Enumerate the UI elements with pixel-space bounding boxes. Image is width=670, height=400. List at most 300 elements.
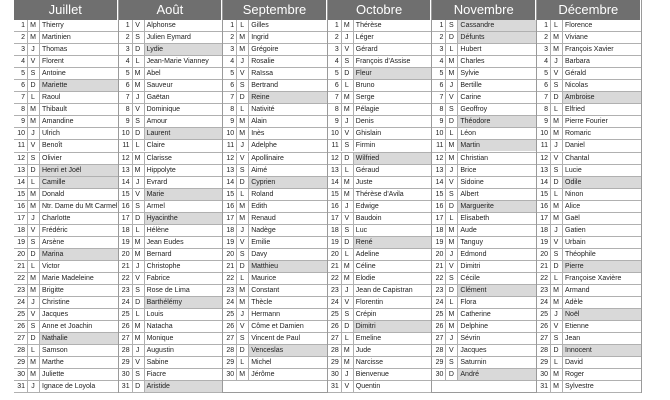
day-number-cell	[223, 333, 237, 344]
saint-name: Fabrice	[144, 273, 223, 284]
day-row	[119, 369, 223, 381]
day-row	[223, 249, 327, 261]
day-row	[537, 273, 641, 285]
saint-name: Hubert	[457, 44, 536, 55]
saint-name: Quentin	[353, 381, 432, 392]
weekday-letter: D	[448, 34, 454, 42]
day-number: 3	[21, 46, 25, 54]
weekday-letter: S	[553, 82, 559, 90]
saint-name: Victor	[39, 261, 118, 272]
saint-name: Elodie	[353, 273, 432, 284]
day-row	[14, 165, 118, 177]
day-row	[537, 213, 641, 225]
weekday-letter: J	[135, 262, 140, 270]
day-row	[119, 165, 223, 177]
day-number: 21	[331, 262, 339, 270]
day-number-cell	[328, 297, 342, 308]
day-number-cell	[537, 92, 551, 103]
day-row	[223, 369, 327, 381]
day-number: 27	[331, 335, 339, 343]
day-number-cell	[14, 381, 28, 392]
day-row	[432, 345, 536, 357]
day-number: 14	[121, 178, 130, 186]
day-row	[432, 225, 536, 237]
day-number: 13	[540, 166, 548, 174]
day-number: 25	[226, 311, 235, 319]
day-number: 15	[540, 190, 548, 198]
saint-name: Marie	[144, 189, 223, 200]
day-row	[119, 357, 223, 369]
day-number-cell	[537, 68, 551, 79]
day-number: 14	[17, 178, 25, 186]
day-number-cell	[14, 369, 28, 380]
day-number-cell	[119, 321, 133, 332]
saint-name: Serge	[353, 92, 432, 103]
day-number: 23	[435, 287, 444, 295]
saint-name: Amour	[144, 116, 223, 127]
day-row	[119, 333, 223, 345]
day-row	[328, 140, 432, 152]
day-row	[328, 357, 432, 369]
saint-name: Ntr. Dame du Mt Carmel	[39, 201, 118, 212]
saint-name: Thérèse d'Avila	[353, 189, 432, 200]
day-row	[432, 177, 536, 189]
day-number: 27	[226, 335, 235, 343]
day-number-cell	[223, 213, 237, 224]
saint-name: Donald	[39, 189, 118, 200]
day-row	[14, 128, 118, 140]
day-number-cell	[14, 44, 28, 55]
weekday-letter: M	[134, 335, 141, 343]
day-number-cell	[432, 140, 446, 151]
day-number-cell	[223, 189, 237, 200]
saint-name: Côme et Damien	[248, 321, 327, 332]
day-number-cell	[432, 357, 446, 368]
day-row	[14, 177, 118, 189]
day-number-cell	[328, 357, 342, 368]
day-number-cell	[432, 297, 446, 308]
saint-name: Daniel	[562, 140, 641, 151]
day-row	[223, 44, 327, 56]
day-number: 5	[125, 70, 130, 78]
weekday-letter: M	[553, 299, 559, 307]
saint-name: Sabine	[144, 357, 223, 368]
weekday-letter: D	[135, 214, 141, 222]
day-number-cell	[223, 249, 237, 260]
saint-name: Thècle	[248, 297, 327, 308]
day-row	[328, 237, 432, 249]
saint-name: Matthieu	[248, 261, 327, 272]
day-list	[14, 20, 118, 393]
day-number: 16	[226, 202, 235, 210]
day-number-cell	[223, 32, 237, 43]
day-number: 27	[435, 335, 444, 343]
saint-name: Défunts	[457, 32, 536, 43]
day-number: 9	[125, 118, 130, 126]
day-number: 14	[540, 178, 548, 186]
weekday-letter: S	[449, 22, 454, 29]
saint-name: Marie Madeleine	[39, 273, 118, 284]
saint-name: François Xavier	[562, 44, 641, 55]
day-number: 31	[17, 383, 25, 391]
day-number-cell	[432, 201, 446, 212]
day-number: 28	[17, 347, 25, 355]
day-number-cell	[14, 140, 28, 151]
weekday-letter: M	[343, 178, 350, 186]
day-row	[328, 285, 432, 297]
day-row	[328, 116, 432, 128]
saint-name: Denis	[353, 116, 432, 127]
day-row	[328, 153, 432, 165]
saint-name: Chantal	[562, 153, 641, 164]
weekday-letter: J	[240, 226, 244, 234]
weekday-letter: V	[344, 130, 350, 138]
day-number: 9	[230, 118, 235, 126]
weekday-letter: S	[449, 106, 454, 114]
day-row	[328, 128, 432, 140]
weekday-letter: M	[448, 142, 455, 150]
day-row	[119, 213, 223, 225]
saint-name: Nicolas	[562, 80, 641, 91]
day-number: 6	[125, 82, 130, 90]
weekday-letter: V	[553, 70, 559, 78]
saint-name: Frédéric	[39, 225, 118, 236]
weekday-letter: V	[344, 383, 350, 391]
day-row	[432, 285, 536, 297]
day-row	[432, 80, 536, 92]
weekday-letter: S	[449, 274, 454, 282]
weekday-letter: M	[448, 226, 455, 234]
saint-name: Apollinaire	[248, 153, 327, 164]
day-number-cell	[223, 80, 237, 91]
saint-name: Monique	[144, 333, 223, 344]
day-number: 17	[331, 214, 339, 222]
day-number: 22	[226, 274, 235, 282]
day-row	[119, 56, 223, 68]
day-number-cell	[14, 177, 28, 188]
day-number-cell	[14, 32, 28, 43]
saint-name: Benoît	[39, 140, 118, 151]
saint-name: Antoine	[39, 68, 118, 79]
weekday-letter: M	[553, 130, 559, 138]
day-number: 15	[226, 190, 235, 198]
weekday-letter: M	[343, 22, 350, 29]
day-number: 8	[230, 106, 235, 114]
saint-name: Romaric	[562, 128, 641, 139]
weekday-letter: D	[239, 178, 245, 186]
weekday-letter: L	[135, 226, 140, 234]
day-number: 7	[230, 94, 235, 102]
day-row	[14, 381, 118, 393]
saint-name: Henri et Joël	[39, 165, 118, 176]
day-row	[119, 381, 223, 393]
weekday-letter: V	[135, 106, 140, 114]
weekday-letter: M	[448, 70, 455, 78]
day-number: 25	[540, 311, 548, 319]
day-number: 4	[544, 58, 548, 66]
day-number-cell	[223, 165, 237, 176]
day-row	[537, 309, 641, 321]
weekday-letter: M	[30, 371, 36, 379]
day-number: 3	[544, 46, 548, 54]
day-row	[223, 165, 327, 177]
saint-name: Venceslas	[248, 345, 327, 356]
day-number: 4	[21, 58, 25, 66]
day-number: 22	[121, 274, 130, 282]
day-number: 24	[226, 299, 235, 307]
day-row	[537, 285, 641, 297]
saint-name: Sévrin	[457, 333, 536, 344]
day-number: 12	[540, 154, 548, 162]
saint-name: Hippolyte	[144, 165, 223, 176]
day-number: 25	[121, 311, 130, 319]
day-number: 4	[334, 58, 339, 66]
day-number-cell	[14, 20, 28, 31]
day-number: 1	[125, 22, 130, 29]
day-number-cell	[223, 128, 237, 139]
saint-name: David	[562, 357, 641, 368]
weekday-letter: J	[135, 347, 140, 355]
day-number: 16	[331, 202, 339, 210]
weekday-letter: V	[30, 58, 36, 66]
day-number-cell	[432, 20, 446, 31]
weekday-letter: L	[554, 274, 558, 282]
day-number-cell	[537, 56, 551, 67]
day-number: 15	[331, 190, 339, 198]
day-number: 10	[331, 130, 339, 138]
day-number: 23	[540, 287, 548, 295]
day-number: 2	[125, 34, 130, 42]
day-number-cell	[432, 92, 446, 103]
day-number-cell	[14, 201, 28, 212]
day-number: 17	[17, 214, 25, 222]
day-number: 18	[435, 226, 444, 234]
weekday-letter: V	[30, 311, 36, 319]
day-number-cell	[14, 213, 28, 224]
weekday-letter: D	[30, 82, 36, 90]
month-column	[537, 0, 642, 393]
day-row	[432, 309, 536, 321]
saint-name: Urbain	[562, 237, 641, 248]
day-number: 20	[540, 250, 548, 258]
day-number-cell	[119, 297, 133, 308]
day-number: 6	[544, 82, 548, 90]
day-number-cell	[328, 249, 342, 260]
day-row	[223, 68, 327, 80]
weekday-letter: J	[554, 142, 558, 150]
saint-name: Christine	[39, 297, 118, 308]
weekday-letter: J	[449, 82, 454, 90]
day-number-cell	[432, 249, 446, 260]
saint-name: Viviane	[562, 32, 641, 43]
day-number-cell	[328, 333, 342, 344]
weekday-letter: M	[239, 287, 246, 295]
day-number: 18	[17, 226, 25, 234]
saint-name: Barbara	[562, 56, 641, 67]
weekday-letter: M	[448, 323, 455, 331]
saint-name: Léger	[353, 32, 432, 43]
day-row	[119, 32, 223, 44]
saint-name: Hermann	[248, 309, 327, 320]
weekday-letter: M	[553, 34, 559, 42]
saint-name: Camille	[39, 177, 118, 188]
saint-name: Amandine	[39, 116, 118, 127]
day-number: 31	[121, 383, 130, 391]
saint-name: Edith	[248, 201, 327, 212]
day-number-cell	[432, 261, 446, 272]
saint-name: Arsène	[39, 237, 118, 248]
day-number: 1	[21, 22, 25, 29]
day-number: 1	[439, 22, 444, 29]
weekday-letter: D	[239, 347, 245, 355]
weekday-letter: D	[448, 118, 454, 126]
day-number: 16	[121, 202, 130, 210]
day-number-cell	[119, 201, 133, 212]
saint-name: Nadège	[248, 225, 327, 236]
day-number-cell	[119, 153, 133, 164]
saint-name: Théophile	[562, 249, 641, 260]
day-row	[223, 20, 327, 32]
day-number: 27	[540, 335, 548, 343]
day-row	[537, 128, 641, 140]
saint-name: Charlotte	[39, 213, 118, 224]
day-number: 29	[540, 359, 548, 367]
saint-name: Ingrid	[248, 32, 327, 43]
weekday-letter: M	[134, 70, 141, 78]
day-number-cell	[119, 213, 133, 224]
day-number: 12	[17, 154, 25, 162]
day-row	[537, 369, 641, 381]
day-number-cell	[223, 321, 237, 332]
day-number-cell	[537, 213, 551, 224]
day-number-cell	[537, 32, 551, 43]
saint-name: Grégoire	[248, 44, 327, 55]
saint-name: Emilie	[248, 237, 327, 248]
day-row	[14, 104, 118, 116]
saint-name: Crépin	[353, 309, 432, 320]
saint-name: Christophe	[144, 261, 223, 272]
saint-name: Maurice	[248, 273, 327, 284]
weekday-letter: S	[30, 323, 36, 331]
saint-name: Inès	[248, 128, 327, 139]
day-row	[328, 249, 432, 261]
day-row	[537, 104, 641, 116]
day-row	[328, 261, 432, 273]
saint-name: Etienne	[562, 321, 641, 332]
saint-name: Dominique	[144, 104, 223, 115]
weekday-letter: V	[449, 94, 454, 102]
saint-name: Barthélémy	[144, 297, 223, 308]
day-number: 19	[17, 238, 25, 246]
saint-name: Alain	[248, 116, 327, 127]
day-number-cell	[432, 80, 446, 91]
day-row	[328, 189, 432, 201]
day-row	[432, 249, 536, 261]
day-number: 20	[226, 250, 235, 258]
day-number: 16	[435, 202, 444, 210]
day-number-cell	[14, 345, 28, 356]
weekday-letter: D	[239, 94, 245, 102]
day-number-cell	[537, 189, 551, 200]
month-header: Décembre	[537, 0, 641, 20]
day-number-cell	[119, 140, 133, 151]
day-row	[328, 381, 432, 393]
day-row	[328, 369, 432, 381]
weekday-letter: D	[30, 335, 36, 343]
day-number-cell	[223, 345, 237, 356]
saint-name: Nathalie	[39, 333, 118, 344]
day-list	[119, 20, 223, 393]
weekday-letter: S	[135, 118, 140, 126]
weekday-letter: M	[343, 262, 350, 270]
day-row	[432, 128, 536, 140]
day-number-cell	[328, 128, 342, 139]
saint-name: Noël	[562, 309, 641, 320]
saint-name: Samson	[39, 345, 118, 356]
day-number: 14	[435, 178, 444, 186]
saint-name: Gaëtan	[144, 92, 223, 103]
saint-name: Florentin	[353, 297, 432, 308]
day-number-cell	[432, 44, 446, 55]
day-row	[328, 68, 432, 80]
weekday-letter: M	[30, 106, 36, 114]
day-number-cell	[119, 92, 133, 103]
weekday-letter: M	[239, 214, 246, 222]
day-number-cell	[432, 128, 446, 139]
day-number-cell	[223, 153, 237, 164]
saint-name: Alphonse	[144, 20, 223, 31]
day-number-cell	[119, 285, 133, 296]
day-number-cell	[537, 153, 551, 164]
day-number: 21	[17, 262, 25, 270]
day-row	[537, 201, 641, 213]
day-row	[537, 333, 641, 345]
weekday-letter: J	[345, 118, 349, 126]
weekday-letter: M	[30, 274, 36, 282]
weekday-letter: V	[449, 262, 454, 270]
weekday-letter: D	[553, 178, 559, 186]
day-row	[432, 140, 536, 152]
day-number: 9	[439, 118, 444, 126]
saint-name: Constant	[248, 285, 327, 296]
day-number-cell	[537, 44, 551, 55]
saint-name: Fiacre	[144, 369, 223, 380]
day-number: 12	[435, 154, 444, 162]
day-number: 28	[540, 347, 548, 355]
weekday-letter: M	[553, 383, 559, 391]
day-row	[328, 273, 432, 285]
day-number-cell	[537, 237, 551, 248]
day-row	[328, 104, 432, 116]
weekday-letter: S	[239, 166, 245, 174]
day-number-cell	[223, 225, 237, 236]
weekday-letter: D	[344, 70, 350, 78]
day-row	[537, 92, 641, 104]
day-number-cell	[14, 261, 28, 272]
day-number-cell	[119, 165, 133, 176]
weekday-letter: M	[553, 287, 559, 295]
day-row	[223, 201, 327, 213]
month-header: Octobre	[328, 0, 432, 20]
day-row	[537, 116, 641, 128]
day-row	[537, 321, 641, 333]
weekday-letter: D	[448, 202, 454, 210]
day-number-cell	[119, 333, 133, 344]
day-number: 17	[435, 214, 444, 222]
day-number-cell	[432, 213, 446, 224]
weekday-letter: S	[449, 359, 454, 367]
saint-name: Bertille	[457, 80, 536, 91]
